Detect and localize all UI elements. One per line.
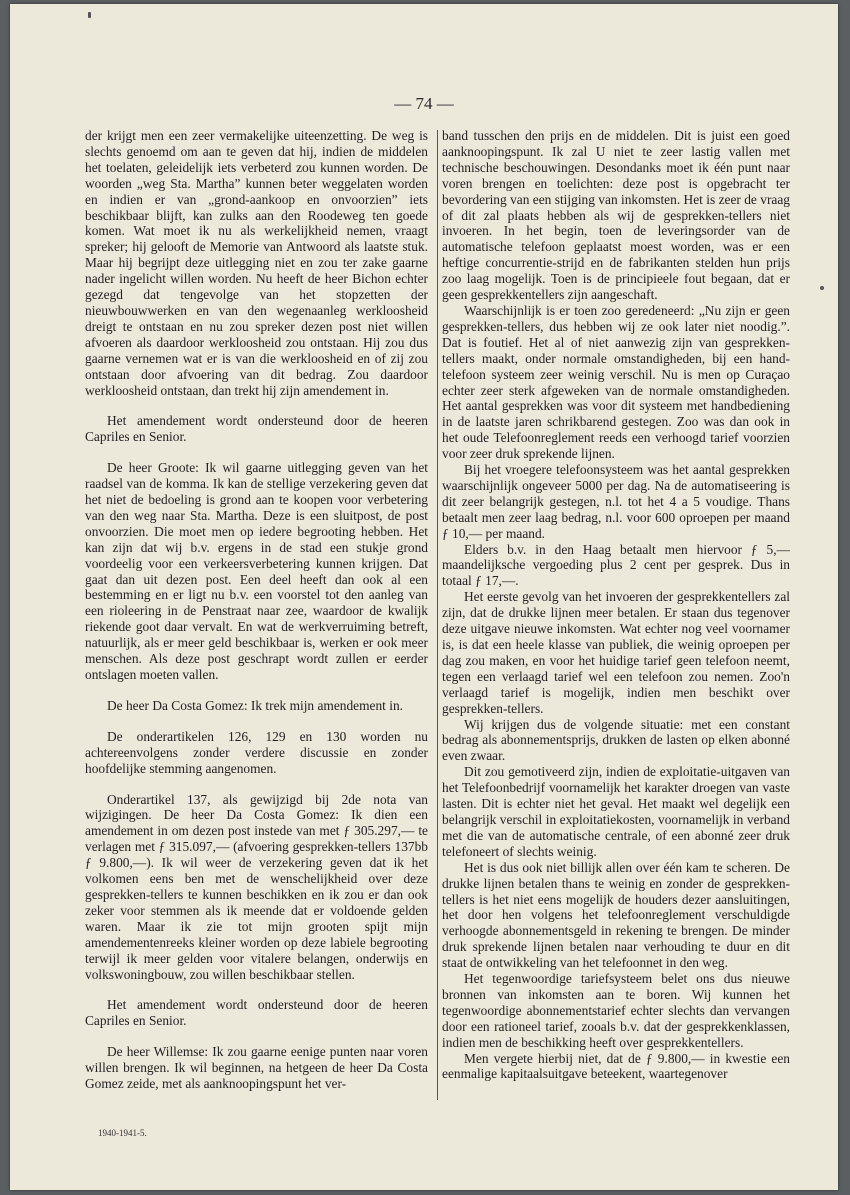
paragraph: Het amendement wordt ondersteund door de heeren Capriles en Senior.: [85, 413, 428, 445]
column-divider: [437, 130, 438, 1100]
paragraph: band tusschen den prijs en de middelen. Dit is juist een goed aanknoopingspunt. Ik zal U niet te zeer lastig vallen met technische beschouwingen. Desondanks moet ik één punt naar voren brengen en toelichten: deze post is opgebracht ter bevordering van een stijging van inkomsten. Het is zeer de vraag of dit zal plaats hebben als wij de gesprekken-tellers niet invoeren. In het begin, toen de leveringsorder van de automatische telefoon geplaatst moest worden, was er een heftige concurrentie-strijd en de fabrikanten stelden hun prijs zoo laag mogelijk. Toen is de principieele fout begaan, dat er geen gesprekkentellers zijn aangeschaft.: [442, 128, 790, 303]
paragraph: Het tegenwoordige tariefsysteem belet ons dus nieuwe bronnen van inkomsten aan te boren. Wij kunnen het tegenwoordige abonnementstarief echter slechts dan vervangen door een rationeel tarief, zooals b.v. dat der gesprekkenklassen, indien men de beschikking heeft over gesprekkentellers.: [442, 971, 790, 1050]
paragraph: De heer Willemse: Ik zou gaarne eenige punten naar voren willen brengen. Ik wil beginnen, na hetgeen de heer Da Costa Gomez zeide, met als aanknoopingspunt het ver-: [85, 1044, 428, 1092]
footer-code: 1940-1941-5.: [98, 1128, 147, 1138]
ink-speck: [88, 12, 91, 18]
left-column: [85, 128, 428, 1092]
paragraph: Elders b.v. in den Haag betaalt men hiervoor ƒ 5,— maandelijksche vergoeding plus 2 cent per gesprek. Dus in totaal ƒ 17,—.: [442, 541, 790, 589]
paragraph: Men vergete hierbij niet, dat de ƒ 9.800,— in kwestie een eenmalige kapitaalsuitgave beteekent, waartegenover: [442, 1050, 790, 1082]
document-page: [10, 4, 838, 1190]
paragraph: Het is dus ook niet billijk allen over één kam te scheren. De drukke lijnen betalen thans te weinig en zonder de gesprekken-tellers is het niet eens mogelijk de houders dezer aansluitingen, het door hen volgens het telefoonreglement verschuldigde verhoogde abonnementsgeld in rekening te brengen. De minder druk sprekende lijnen betalen naar verhouding te duur en dit staat de ontwikkeling van het telefoonnet in den weg.: [442, 859, 790, 971]
paragraph: De heer Da Costa Gomez: Ik trek mijn amendement in.: [107, 697, 403, 713]
paragraph: Bij het vroegere telefoonsysteem was het aantal gesprekken waarschijnlijk ongeveer 5000 per dag. Na de automatiseering is dit zeer belangrijk gestegen, n.l. tot het 4 a 5 voudige. Thans betaalt men zeer laag bedrag, n.l. voor 600 oproepen per maand ƒ 10,— per maand.: [442, 462, 790, 541]
paragraph: De onderartikelen 126, 129 en 130 worden nu achtereenvolgens zonder verdere discussie en zonder hoofdelijke stemming aangenomen.: [85, 728, 428, 776]
page-number: — 74 —: [394, 94, 454, 113]
paragraph: der krijgt men een zeer vermakelijke uiteenzetting. De weg is slechts genoemd om aan te geven dat hij, indien de middelen het toelaten, geleidelijk iets verbeterd zou kunnen worden. De woorden „weg Sta. Martha” kunnen beter weggelaten worden en indien er van „grond-aankoop en onvoorzien” iets beschikbaar blijft, kan zulks aan den Roodeweg ten goede komen. Wat moet ik nu als werkelijkheid nemen, vraagt spreker; hij gelooft de Memorie van Antwoord als laatste stuk. Maar hij begrijpt deze uitlegging niet en zou ter zake gaarne nader ingelicht willen worden. Nu heeft de heer Bichon echter gezegd dat tengevolge van het stopzetten der nieuwbouwwerken en van den wegenaanleg werkloosheid dreigt te ontstaan en nu zou spreker dezen post niet willen afvoeren als daardoor werkloosheid zou ontstaan. Hij zou dus gaarne vernemen wat er is van die werkloosheid en of zij zou ontstaan door afvoering van dit bedrag. Zou daardoor werkloosheid ontstaan, dan trekt hij zijn amendement in.: [85, 128, 428, 398]
paragraph: Dit zou gemotiveerd zijn, indien de exploitatie-uitgaven van het Telefoonbedrijf voornamelijk het karakter droegen van vaste lasten. Dit is echter niet het geval. Het maakt wel degelijk een belangrijk verschil in exploitatiekosten, voornamelijk in verband met die van de automatische centrale, of een abonné zeer druk telefoneert of slechts weinig.: [442, 764, 790, 859]
paragraph: Het amendement wordt ondersteund door de heeren Capriles en Senior.: [85, 997, 428, 1029]
paragraph: Wij krijgen dus de volgende situatie: met een constant bedrag als abonnementsprijs, drukken de lasten op elken abonné even zwaar.: [442, 716, 790, 764]
paragraph: Het eerste gevolg van het invoeren der gesprekkentellers zal zijn, dat de drukke lijnen meer betalen. Er staan dus tegenover deze uitgave nieuwe inkomsten. Wat echter nog veel voornamer is, is dat een heele klasse van publiek, die weinig oproepen per dag zou maken, en voor het huidige tarief geen telefoon neemt, tegen een verlaagd tarief wel een telefoon zou nemen. Zoo'n verlaagd tarief is mogelijk, indien men beschikt over gesprekken-tellers.: [442, 589, 790, 716]
paragraph: Onderartikel 137, als gewijzigd bij 2de nota van wijzigingen. De heer Da Costa Gomez: Ik dien een amendement in om dezen post instede van met ƒ 305.297,— te verlagen met ƒ 315.097,— (afvoering gesprekken-tellers 137bb ƒ 9.800,—). Ik wil weer de verzekering geven dat ik het volkomen eens ben met de wenschelijkheid over deze gesprekken-tellers te kunnen beschikken en ik zou er dan ook zeker voor stemmen als ik meende dat er voldoende gelden waren. Maar ik zie tot mijn grooten spijt mijn amendementenreeks kleiner worden op deze labiele begrooting terwijl ik meer gelden voor vitalere belangen, onderwijs en volkswoningbouw, zou willen beschikbaar stellen.: [85, 791, 428, 982]
paragraph: Waarschijnlijk is er toen zoo geredeneerd: „Nu zijn er geen gesprekken-tellers, dus hebben wij ze ook later niet noodig.”. Dat is foutief. Het al of niet aanwezig zijn van gesprekken-tellers maakt, onder normale omstandigheden, bij een hand-telefoon systeem zeer weinig verschil. Nu is men op Curaçao echter zeer sterk afgeweken van de normale omstandigheden. Het aantal gesprekken was voor dit systeem met handbediening in de laatste jaren schrikbarend gestegen. Zoo was dan ook in het oude Telefoonreglement reeds een verhoogd tarief voorzien voor zeer druk sprekende lijnen.: [442, 302, 790, 462]
right-column: [442, 128, 790, 1082]
paragraph: De heer Groote: Ik wil gaarne uitlegging geven van het raadsel van de komma. Ik kan de stellige verzekering geven dat het niet de bedoeling is grond aan te koopen voor verbetering van den weg naar Sta. Martha. Deze is een sluitpost, de post onvoorzien. Die moet men op iedere begrooting hebben. Het kan zijn dat wij b.v. ergens in de stad een stukje grond voordeelig voor een verkeersverbetering kunnen krijgen. Dat gaat dan uit dezen post. Een deel heeft dan ook al een bestemming en er ligt nu b.v. een voorstel tot den aanleg van een rioleering in de Penstraat naar zee, waardoor de kwalijk riekende goot daar vervalt. En wat de werkverruiming betreft, natuurlijk, als er meer geld beschikbaar is, werken er ook meer menschen. Als deze post geschrapt wordt zullen er eerder ontslagen moeten vallen.: [85, 460, 428, 682]
ink-speck: [820, 286, 824, 290]
